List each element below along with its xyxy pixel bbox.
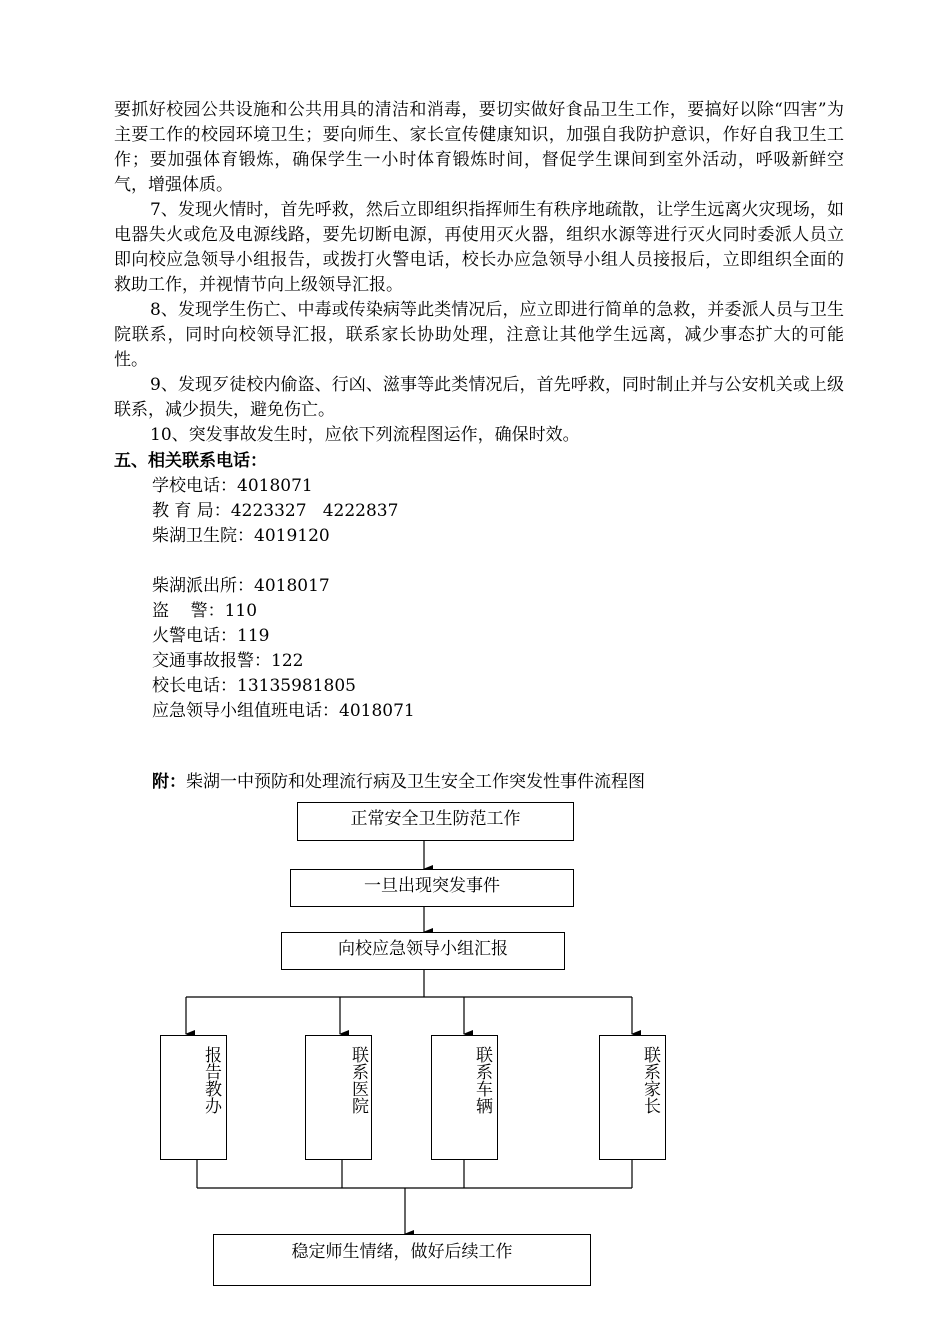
contact-school: 学校电话：4018071	[152, 476, 313, 496]
branch-label: 联系家长	[640, 1046, 660, 1114]
paragraph-crime: 9、发现歹徒校内偷盗、行凶、滋事等此类情况后，首先呼救，同时制止并与公安机关或上级联系，减少损失，避免伤亡。	[114, 375, 844, 420]
caption-text: 柴湖一中预防和处理流行病及卫生安全工作突发性事件流程图	[186, 772, 645, 792]
flow-step-incident: 一旦出现突发事件	[290, 869, 574, 907]
contact-police-station: 柴湖派出所：4018017	[152, 576, 330, 596]
flow-step-final: 稳定师生情绪，做好后续工作	[213, 1234, 591, 1286]
contact-fire: 火警电话：119	[152, 626, 270, 646]
paragraph-hygiene: 要抓好校园公共设施和公共用具的清洁和消毒，要切实做好食品卫生工作，要搞好以除“四害”为主要工作的校园环境卫生；要向师生、家长宣传健康知识，加强自我防护意识，作好自我卫生工作；要加强体育锻炼，确保学生一小时体育锻炼时间，督促学生课间到室外活动，呼吸新鲜空气，增强体质。	[114, 100, 844, 195]
paragraph-injury: 8、发现学生伤亡、中毒或传染病等此类情况后，应立即进行简单的急救，并委派人员与卫生院联系，同时向校领导汇报，联系家长协助处理，注意让其他学生远离，减少事态扩大的可能性。	[114, 300, 844, 370]
contact-traffic: 交通事故报警：122	[152, 651, 304, 671]
contact-principal: 校长电话：13135981805	[152, 676, 356, 696]
branch-label: 联系车辆	[472, 1046, 492, 1114]
flow-branch-parents	[599, 1035, 666, 1160]
flow-branch-vehicle	[431, 1035, 498, 1160]
contact-education-bureau: 教 育 局：4223327 4222837	[152, 501, 399, 521]
branch-label: 报告教办	[201, 1046, 221, 1114]
paragraph-flow: 10、突发事故发生时，应依下列流程图运作，确保时效。	[150, 425, 580, 445]
paragraph-fire: 7、发现火情时，首先呼救，然后立即组织指挥师生有秩序地疏散，让学生远离火灾现场，如电器失火或危及电源线路，要先切断电源，再使用灭火器，组织水源等进行灭火同时委派人员立即向校应急领导小组报告，或拨打火警电话，校长办应急领导小组人员接报后，立即组织全面的救助工作，并视情节向上级领导汇报。	[114, 200, 844, 295]
caption-prefix: 附：	[152, 772, 186, 792]
flow-step-routine: 正常安全卫生防范工作	[297, 802, 574, 841]
branch-label: 联系医院	[348, 1046, 368, 1114]
contact-duty: 应急领导小组值班电话：4018071	[152, 701, 415, 721]
flow-branch-education-office	[160, 1035, 227, 1160]
flow-branch-hospital	[305, 1035, 372, 1160]
section-heading-contacts: 五、相关联系电话：	[114, 451, 267, 471]
contact-theft-police: 盗 警：110	[152, 601, 258, 621]
flow-step-report: 向校应急领导小组汇报	[281, 932, 565, 970]
contact-health-center: 柴湖卫生院：4019120	[152, 526, 330, 546]
